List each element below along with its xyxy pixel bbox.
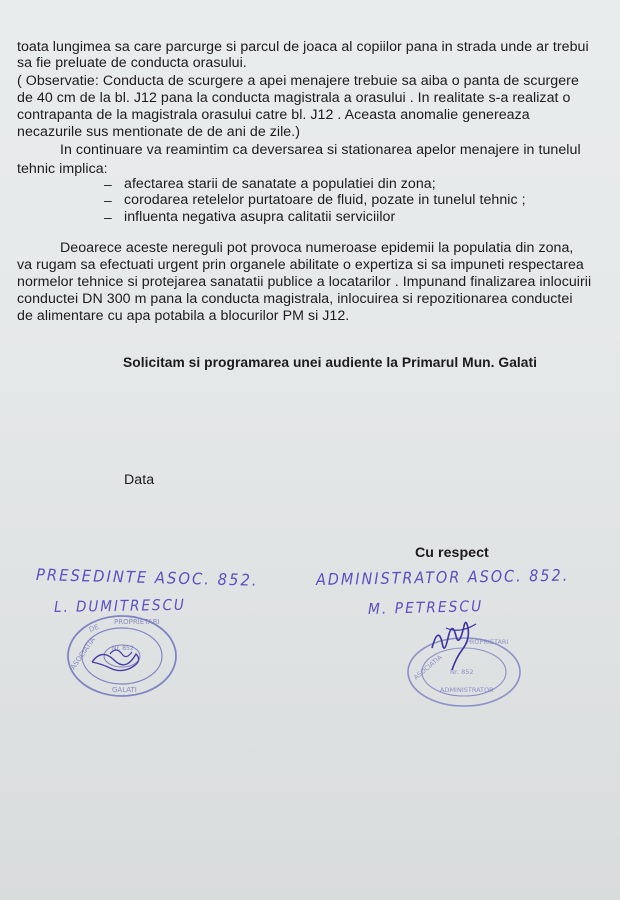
- body-line-6: necazurile sus mentionate de de ani de zile.): [17, 124, 301, 140]
- para2-line-1: Deoarece aceste nereguli pot provoca numeroase epidemii la populatia din zona,: [60, 240, 574, 256]
- bullet-item-1: afectarea starii de sanatate a populatiei din zona;: [124, 176, 436, 192]
- para2-line-5: de alimentare cu apa potabila a blocurilor PM si J12.: [17, 308, 350, 324]
- handwritten-administrator-title: ADMINISTRATOR ASOC. 852.: [315, 565, 570, 589]
- left-association-stamp: [62, 610, 182, 700]
- svg-text:PROPRIETARI: PROPRIETARI: [114, 618, 160, 626]
- svg-text:DE: DE: [87, 623, 100, 634]
- para2-line-2: va rugam sa efectuati urgent prin organele abilitate o expertiza si sa impuneti respectarea: [17, 257, 584, 273]
- svg-text:ADMINISTRATOR: ADMINISTRATOR: [440, 686, 494, 694]
- bullet-dash-3: –: [104, 209, 112, 225]
- svg-text:PROPRIETARI: PROPRIETARI: [466, 638, 509, 646]
- para2-line-3: normelor tehnice si protejarea sanatatii publice a locatarilor . Impunand finalizarea inlocuirii: [17, 274, 592, 290]
- handwritten-president-title: PRESEDINTE ASOC. 852.: [35, 565, 259, 590]
- svg-text:GALATI: GALATI: [112, 686, 137, 694]
- closing-salutation: Cu respect: [415, 545, 489, 561]
- date-label: Data: [124, 472, 155, 488]
- bullet-dash-1: –: [104, 176, 112, 192]
- bullet-item-3: influenta negativa asupra calitatii serviciilor: [124, 209, 396, 225]
- para2-line-4: conductei DN 300 m pana la conducta magistrala, inlocuirea si repozitionarea conductei: [17, 291, 573, 307]
- bullet-item-2: corodarea retelelor purtatoare de fluid, pozate in tunelul tehnic ;: [124, 192, 526, 208]
- body-line-4: de 40 cm de la bl. J12 pana la conducta magistrala a orasului . In realitate s-a realizat o: [17, 90, 571, 106]
- svg-text:ASOCIATIA: ASOCIATIA: [69, 636, 97, 672]
- body-line-5: contrapanta de la magistrala orasului catre bl. J12 . Aceasta anomalie genereaza: [17, 107, 530, 123]
- handwritten-administrator-name: M. PETRESCU: [367, 596, 484, 618]
- body-line-8: tehnic implica:: [17, 161, 108, 177]
- audience-request: Solicitam si programarea unei audiente la Primarul Mun. Galati: [123, 355, 538, 370]
- bullet-dash-2: –: [104, 192, 112, 208]
- body-line-3: ( Observatie: Conducta de scurgere a apei menajere trebuie sa aiba o panta de scurgere: [17, 73, 579, 89]
- body-line-7: In continuare va reamintim ca deversarea si stationarea apelor menajere in tunelul: [60, 142, 581, 158]
- svg-text:Nr. 852: Nr. 852: [112, 645, 134, 652]
- svg-text:ASOCIATIA: ASOCIATIA: [412, 653, 444, 682]
- body-line-2: sa fie preluate de conducta orasului.: [17, 55, 247, 71]
- body-line-1: toata lungimea sa care parcurge si parcul de joaca al copiilor pana in strada unde ar trebui: [17, 39, 589, 55]
- svg-text:Nr. 852: Nr. 852: [450, 668, 474, 676]
- handwritten-president-name: L. DUMITRESCU: [53, 595, 186, 616]
- administrator-signature: [422, 608, 492, 678]
